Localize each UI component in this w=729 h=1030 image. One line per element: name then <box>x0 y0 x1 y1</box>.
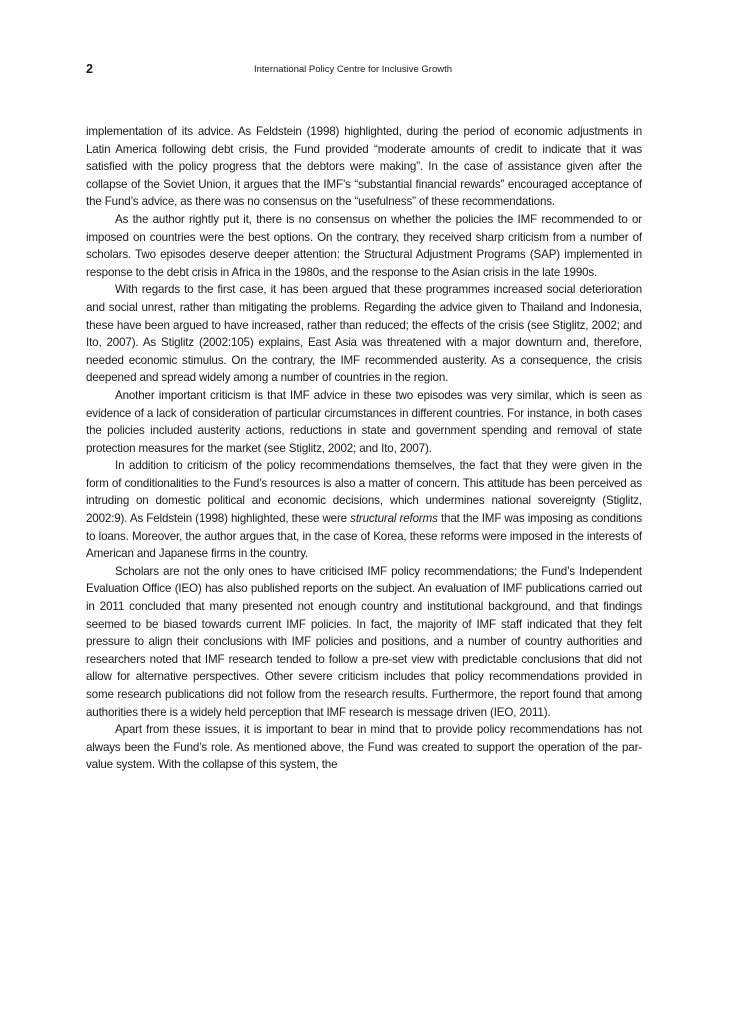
paragraph-5-after: that the IMF was imposing as conditions to loans. Moreover, the author argues that, in the case of Korea, these reforms were imposed in the interests of American and Japanese firms in the country. <box>86 512 642 561</box>
paragraph-5-before: In addition to criticism of the policy recommendations themselves, the fact that they were given in the form of conditionalities to the Fund’s resources is also a matter of concern. This attitude has been perceived as intruding on domestic political and economic decisions, which undermines national sovereignty (Stiglitz, 2002:9). As Feldstein (1998) highlighted, these were <box>86 459 642 526</box>
paragraph-6: Scholars are not the only ones to have criticised IMF policy recommendations; the Fund’s Independent Evaluation Office (IEO) has also published reports on the subject. An evaluation of IMF publications carried out in 2011 concluded that many presented not enough country and institutional background, and that findings seemed to be biased towards current IMF policies. In fact, the majority of IMF staff indicated that they felt pressure to align their conclusions with IMF policies and positions, and a number of country authorities and researchers noted that IMF research tended to follow a pre-set view with predictable conclusions that did not allow for alternative perspectives. Other severe criticism includes that policy recommendations provided in some research publications did not follow from the research results. Furthermore, the report found that among authorities there is a widely held perception that IMF research is message driven (IEO, 2011). <box>86 564 642 719</box>
paragraph-7: Apart from these issues, it is important to bear in mind that to provide policy recommendations has not always been the Fund’s role. As mentioned above, the Fund was created to support the operation of the par-value system. With the collapse of this system, the <box>86 723 642 772</box>
paragraph-3: With regards to the first case, it has been argued that these programmes increased social deterioration and social unrest, rather than mitigating the problems. Regarding the advice given to Thailand and Indonesia, these have been argued to have increased, rather than reduced; the effects of the crisis (see Stiglitz, 2002; and Ito, 2007). As Stiglitz (2002:105) explains, East Asia was threatened with a major downturn and, therefore, needed economic stimulus. On the contrary, the IMF recommended austerity. As a consequence, the crisis deepened and spread widely among a number of countries in the region. <box>86 283 642 385</box>
page-header <box>86 62 641 80</box>
running-title: International Policy Centre for Inclusive Growth <box>254 64 453 75</box>
emphasis-structural-reforms: structural reforms <box>350 512 438 526</box>
body-text <box>86 123 642 774</box>
paragraph-2: As the author rightly put it, there is no consensus on whether the policies the IMF recommended to or imposed on countries were the best options. On the contrary, they received sharp criticism from a number of scholars. Two episodes deserve deeper attention: the Structural Adjustment Programs (SAP) implemented in response to the debt crisis in Africa in the 1980s, and the response to the Asian crisis in the late 1990s. <box>86 212 642 279</box>
page-number: 2 <box>86 62 93 76</box>
paragraph-1: implementation of its advice. As Feldstein (1998) highlighted, during the period of economic adjustments in Latin America following debt crisis, the Fund provided “moderate amounts of credit to indicate that it was satisfied with the policy progress that the debtors were making”. In the case of assistance given after the collapse of the Soviet Union, it argues that the IMF’s “substantial financial rewards” encouraged acceptance of the Fund’s advice, as there was no consensus on the “usefulness” of these recommendations. <box>86 125 642 209</box>
paragraph-5 <box>86 457 642 563</box>
paragraph-4: Another important criticism is that IMF advice in these two episodes was very similar, which is seen as evidence of a lack of consideration of particular circumstances in different countries. For instance, in both cases the policies included austerity actions, reductions in state and government spending and removal of state protection measures for the market (see Stiglitz, 2002; and Ito, 2007). <box>86 388 642 455</box>
